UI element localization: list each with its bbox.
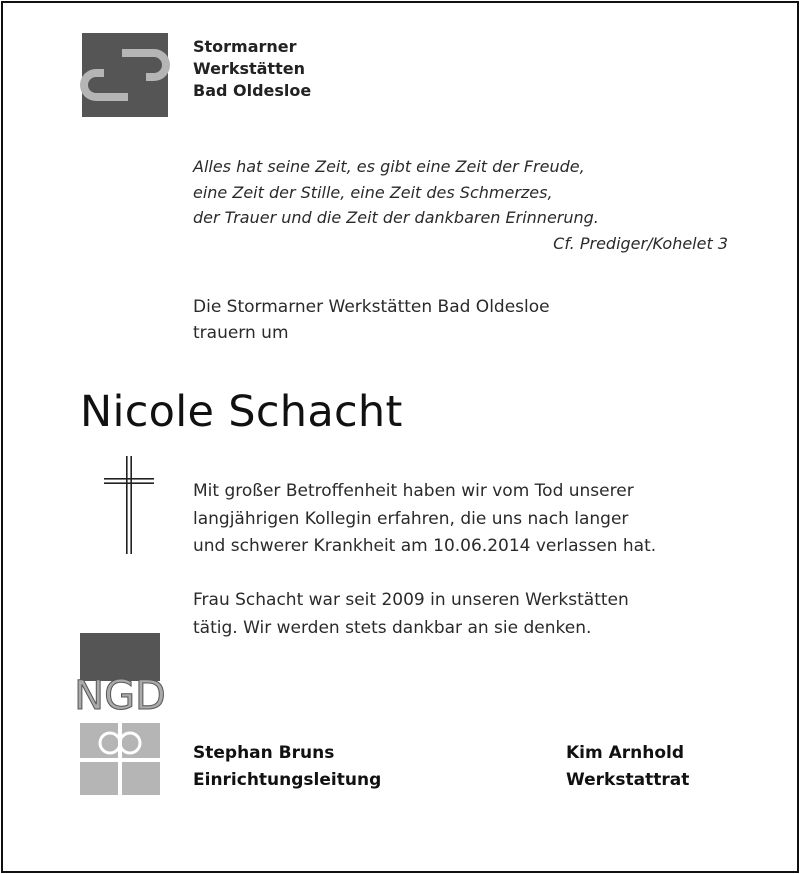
intro-text [193, 294, 550, 346]
signature-2-name: Kim Arnhold [566, 743, 685, 763]
body-paragraph-2 [193, 587, 629, 642]
org-line-2: Werkstätten [193, 59, 305, 78]
organization-name [193, 36, 311, 102]
paragraph-1-line-1: Mit großer Betroffenheit haben wir vom Tod unserer [193, 481, 634, 501]
cross-icon [104, 456, 154, 554]
quote-source: Cf. Prediger/Kohelet 3 [553, 234, 728, 253]
signature-2-role: Werkstattrat [566, 770, 690, 790]
intro-line-1: Die Stormarner Werkstätten Bad Oldesloe [193, 297, 550, 317]
paragraph-1-line-2: langjährigen Kollegin erfahren, die uns nach langer [193, 508, 629, 529]
signature-1-name: Stephan Bruns [193, 743, 335, 763]
signature-1-role: Einrichtungsleitung [193, 770, 382, 790]
deceased-name: Nicole Schacht [80, 387, 403, 437]
ngd-logo-icon [74, 633, 166, 795]
body-paragraph-1 [193, 478, 656, 561]
paragraph-2-line-1: Frau Schacht war seit 2009 in unseren Werkstätten [193, 590, 629, 610]
quote [193, 154, 599, 231]
stormarner-logo-icon [82, 33, 168, 117]
signature-2 [566, 740, 689, 794]
intro-line-2: trauern um [193, 323, 289, 343]
paragraph-1-line-3: und schwerer Krankheit am 10.06.2014 verlassen hat. [193, 536, 657, 556]
org-line-1: Stormarner [193, 37, 297, 56]
quote-line-2: eine Zeit der Stille, eine Zeit des Schmerzes, [193, 182, 553, 202]
quote-line-3: der Trauer und die Zeit der dankbaren Erinnerung. [193, 208, 599, 227]
ngd-logo-text: NGD [74, 673, 166, 719]
signature-1 [193, 740, 381, 794]
paragraph-2-line-2: tätig. Wir werden stets dankbar an sie denken. [193, 617, 592, 638]
org-line-3: Bad Oldesloe [193, 81, 312, 100]
quote-line-1: Alles hat seine Zeit, es gibt eine Zeit der Freude, [193, 157, 585, 176]
